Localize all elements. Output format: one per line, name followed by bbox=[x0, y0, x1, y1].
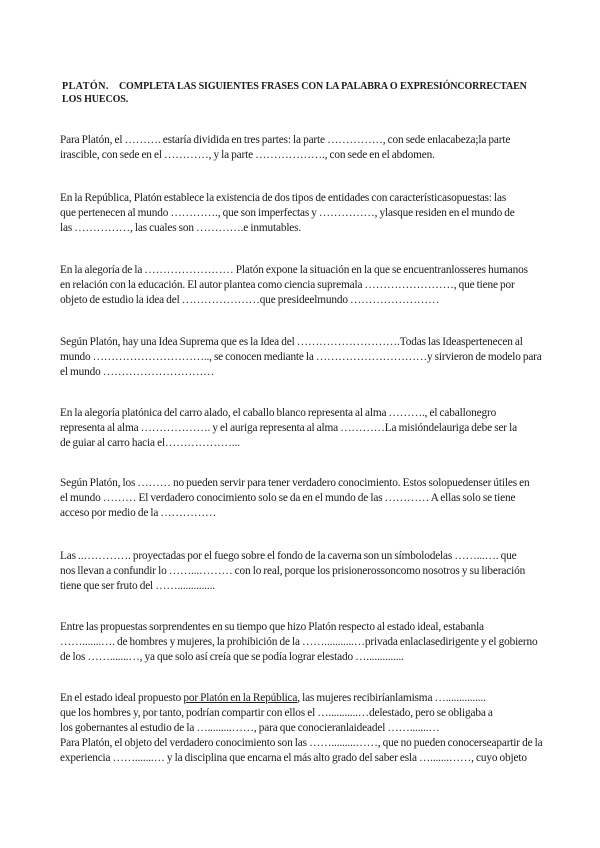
exercise-8-line-2: …….......…. de hombres y mujeres, la prohibición de la ……...........…privada enlaclasedirigente y el gobierno bbox=[60, 636, 538, 648]
exercise-9-line-1 bbox=[60, 691, 542, 706]
exercise-1-line-1: Para Platón, el ………. estaría dividida en tres partes: la parte ……………, con sede enlacabeza;la parte bbox=[60, 134, 511, 146]
exercise-3-line-3: objeto de estudio la idea del …………………que presideelmundo …………………… bbox=[60, 294, 440, 306]
exercise-4-line-3: el mundo ………………………… bbox=[60, 366, 215, 378]
exercise-5 bbox=[60, 406, 542, 451]
exercise-9-underlined-phrase: por Platón en la República bbox=[183, 692, 298, 704]
exercise-3-line-1: En la alegoría de la …………………… Platón expone la situación en la que se encuentranlosseres humanos bbox=[60, 264, 528, 276]
exercise-4-line-2: mundo ………………………….., se conocen mediante la …………………………y sirvieron de modelo para bbox=[60, 351, 542, 363]
exercise-10-line-1: Para Platón, el objeto del verdadero conocimiento son las …….........……, que no pueden conocerseapartir de la bbox=[60, 737, 543, 749]
exercise-1 bbox=[60, 133, 542, 163]
exercise-7-line-1: Las ..…………. proyectadas por el fuego sobre el fondo de la caverna son un símbolodelas ……...…. que bbox=[60, 550, 517, 562]
header-instruction-line-2: LOS HUECOS. bbox=[62, 94, 129, 105]
exercise-6 bbox=[60, 476, 542, 521]
exercise-8 bbox=[60, 620, 542, 665]
exercise-6-line-3: acceso por medio de la …………… bbox=[60, 507, 217, 519]
exercise-3 bbox=[60, 263, 542, 308]
exercise-7 bbox=[60, 549, 542, 594]
exercise-2 bbox=[60, 191, 542, 236]
exercise-4-line-1: Según Platón, hay una Idea Suprema que es la Idea del ……………………….Todas las Ideaspertenecen al bbox=[60, 336, 523, 348]
exercise-5-line-3: de guiar al carro hacia el………………... bbox=[60, 437, 240, 449]
exercise-4 bbox=[60, 335, 542, 380]
exercise-9-line-3: los gobernantes al estudio de la ….........……, para que conocieranlaideadel …….......… bbox=[60, 722, 440, 734]
exercise-7-line-2: nos llevan a confundir lo ……...……… con lo real, porque los prisionerossoncomo nosotros y su liberación bbox=[60, 565, 526, 577]
exercise-2-line-1: En la República, Platón establece la existencia de dos tipos de entidades con característicasopuestas: las bbox=[60, 192, 507, 204]
exercise-10-line-2: experiencia …….......… y la disciplina que encarna el más alto grado del saber esla ….......……, cuyo objeto bbox=[60, 752, 527, 764]
exercise-8-line-3: de los …….......…, ya que solo así creía que se podía lograr elestado ….............. bbox=[60, 651, 404, 663]
exercise-9-segment-3: , las mujeres recibiríanlamisma …............... bbox=[297, 692, 486, 704]
header-title-plato: PLATÓN. bbox=[62, 81, 109, 92]
exercise-7-line-3: tiene que ser fruto del …….............. bbox=[60, 580, 215, 592]
worksheet-header bbox=[62, 80, 542, 106]
exercise-8-line-1: Entre las propuestas sorprendentes en su tiempo que hizo Platón respecto al estado ideal, estabanla bbox=[60, 621, 484, 633]
exercise-3-line-2: en relación con la educación. El autor plantea como ciencia supremala ……………………, que tiene por bbox=[60, 279, 515, 291]
exercise-9-segment-1: En el estado ideal propuesto bbox=[60, 692, 184, 704]
exercise-2-line-2: que pertenecen al mundo …………., que son imperfectas y ……………, ylasque residen en el mundo de bbox=[60, 207, 515, 219]
exercise-6-line-2: el mundo ……… El verdadero conocimiento solo se da en el mundo de las ………… A ellas solo se tiene bbox=[60, 492, 516, 504]
header-instruction-line-1: COMPLETA LAS SIGUIENTES FRASES CON LA PALABRA O EXPRESIÓNCORRECTAEN bbox=[118, 81, 527, 92]
exercise-1-line-2: irascible, con sede en el …………, y la parte ………………., con sede en el abdomen. bbox=[60, 149, 435, 161]
exercise-5-line-2: representa al alma ………………. y el auriga representa al alma …………La misióndelauriga debe ser la bbox=[60, 422, 517, 434]
exercise-5-line-1: En la alegoría platónica del carro alado, el caballo blanco representa al alma ………., el caballonegro bbox=[60, 407, 497, 419]
exercise-9 bbox=[60, 691, 542, 766]
exercise-6-line-1: Según Platón, los ……… no pueden servir para tener verdadero conocimiento. Estos solopuedenser útiles en bbox=[60, 477, 530, 489]
exercise-9-line-2: que los hombres y, por tanto, podrían compartir con ellos el …...........…delestado, pero se obligaba a bbox=[60, 707, 493, 719]
exercise-2-line-3: las ……………, las cuales son ………….e inmutables. bbox=[60, 222, 302, 234]
